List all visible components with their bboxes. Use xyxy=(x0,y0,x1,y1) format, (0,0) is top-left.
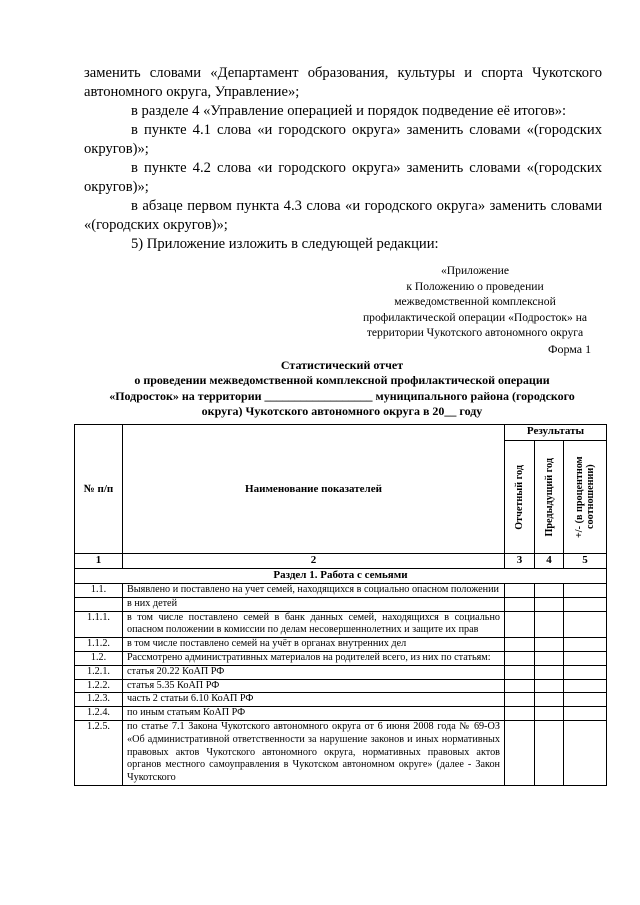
header-num: № п/п xyxy=(75,425,123,554)
value-cell xyxy=(564,611,607,638)
value-cell xyxy=(564,597,607,611)
value-cell xyxy=(564,693,607,707)
value-cell xyxy=(564,665,607,679)
table-row xyxy=(75,707,607,721)
row-text: в том числе поставлено семей на учёт в органах внутренних дел xyxy=(123,638,505,652)
table-row xyxy=(75,597,607,611)
appendix-line: к Положению о проведении xyxy=(406,279,544,293)
value-cell xyxy=(505,679,535,693)
intro-paragraph-1: заменить словами «Департамент образования, культуры и спорта Чукотского автономного округа, Управление»; xyxy=(84,65,602,100)
report-title-line: Статистический отчет xyxy=(280,358,404,372)
row-number: 1.2.1. xyxy=(75,665,123,679)
row-number: 1.1.1. xyxy=(75,611,123,638)
report-title-line: о проведении межведомственной комплексной профилактической операции xyxy=(134,373,550,388)
header-results: Результаты xyxy=(505,425,607,441)
table-row xyxy=(75,651,607,665)
value-cell xyxy=(535,597,564,611)
intro-paragraph-3: в пункте 4.1 слова «и городского округа» заменить словами «(городских округов)»; xyxy=(84,122,602,157)
table-row xyxy=(75,611,607,638)
value-cell xyxy=(535,693,564,707)
appendix-line: территории Чукотского автономного округа xyxy=(366,326,584,340)
header-percent: +/- (в процентном соотношении) xyxy=(564,441,607,554)
header-name: Наименование показателей xyxy=(123,425,505,554)
report-title-line: «Подросток» на территории __________________ муниципального района (городского xyxy=(109,388,575,403)
table-row xyxy=(75,638,607,652)
row-text: в том числе поставлено семей в банк данных семей, находящихся в социально опасном положении в комиссии по делам несовершеннолетних и защите их прав xyxy=(123,611,505,638)
report-title-line: округа) Чукотского автономного округа в 20__ году xyxy=(201,404,483,419)
appendix-heading xyxy=(340,263,610,341)
value-cell xyxy=(535,651,564,665)
row-text: статья 20.22 КоАП РФ xyxy=(123,665,505,679)
value-cell xyxy=(535,707,564,721)
value-cell xyxy=(535,679,564,693)
column-number: 4 xyxy=(535,554,564,569)
row-number: 1.2.5. xyxy=(75,720,123,785)
row-number: 1.2. xyxy=(75,651,123,665)
value-cell xyxy=(564,720,607,785)
value-cell xyxy=(505,720,535,785)
row-text: в них детей xyxy=(123,597,505,611)
intro-paragraph-2: в разделе 4 «Управление операцией и порядок подведение её итогов»: xyxy=(131,103,567,119)
column-number: 1 xyxy=(75,554,123,569)
row-number: 1.2.3. xyxy=(75,693,123,707)
row-number: 1.2.2. xyxy=(75,679,123,693)
value-cell xyxy=(505,665,535,679)
row-text: по статье 7.1 Закона Чукотского автономного округа от 6 июня 2008 года № 69-ОЗ «Об административной ответственности за нарушение законов и иных нормативных правовых актов Чукотского автономного округа, нормативных правовых актов органов местного самоуправления в Чукотском автономном округе» (далее - Закон Чукотского xyxy=(123,720,505,785)
report-title xyxy=(80,358,604,420)
intro-paragraph-6: 5) Приложение изложить в следующей редакции: xyxy=(131,236,439,252)
value-cell xyxy=(564,584,607,598)
row-number: 1.1. xyxy=(75,584,123,598)
value-cell xyxy=(505,597,535,611)
column-number: 3 xyxy=(505,554,535,569)
value-cell xyxy=(564,638,607,652)
appendix-line: «Приложение xyxy=(440,264,510,277)
value-cell xyxy=(564,707,607,721)
value-cell xyxy=(505,584,535,598)
value-cell xyxy=(564,651,607,665)
statistics-table xyxy=(74,424,607,786)
table-row xyxy=(75,679,607,693)
table-row xyxy=(75,584,607,598)
value-cell xyxy=(564,679,607,693)
row-number xyxy=(75,597,123,611)
value-cell xyxy=(505,638,535,652)
header-current-year: Отчетный год xyxy=(505,441,535,554)
value-cell xyxy=(535,665,564,679)
value-cell xyxy=(535,720,564,785)
row-text: Рассмотрено административных материалов на родителей всего, из них по статьям: xyxy=(123,651,505,665)
appendix-line: межведомственной комплексной xyxy=(394,295,556,309)
form-label: Форма 1 xyxy=(548,342,592,356)
appendix-line: профилактической операции «Подросток» на xyxy=(362,310,588,324)
row-text: по иным статьям КоАП РФ xyxy=(123,707,505,721)
intro-paragraph-4: в пункте 4.2 слова «и городского округа» заменить словами «(городских округов)»; xyxy=(84,160,602,195)
intro-paragraph-5: в абзаце первом пункта 4.3 слова «и городского округа» заменить словами «(городских округов)»; xyxy=(84,198,602,233)
row-text: часть 2 статьи 6.10 КоАП РФ xyxy=(123,693,505,707)
value-cell xyxy=(505,707,535,721)
section-heading: Раздел 1. Работа с семьями xyxy=(75,569,607,584)
value-cell xyxy=(535,584,564,598)
value-cell xyxy=(505,651,535,665)
value-cell xyxy=(505,693,535,707)
value-cell xyxy=(535,611,564,638)
table-row xyxy=(75,665,607,679)
row-text: Выявлено и поставлено на учет семей, находящихся в социально опасном положении xyxy=(123,584,505,598)
row-text: статья 5.35 КоАП РФ xyxy=(123,679,505,693)
table-row xyxy=(75,693,607,707)
row-number: 1.2.4. xyxy=(75,707,123,721)
value-cell xyxy=(535,638,564,652)
column-number: 5 xyxy=(564,554,607,569)
table-row xyxy=(75,720,607,785)
row-number: 1.1.2. xyxy=(75,638,123,652)
value-cell xyxy=(505,611,535,638)
column-number: 2 xyxy=(123,554,505,569)
header-previous-year: Предыдущий год xyxy=(535,441,564,554)
